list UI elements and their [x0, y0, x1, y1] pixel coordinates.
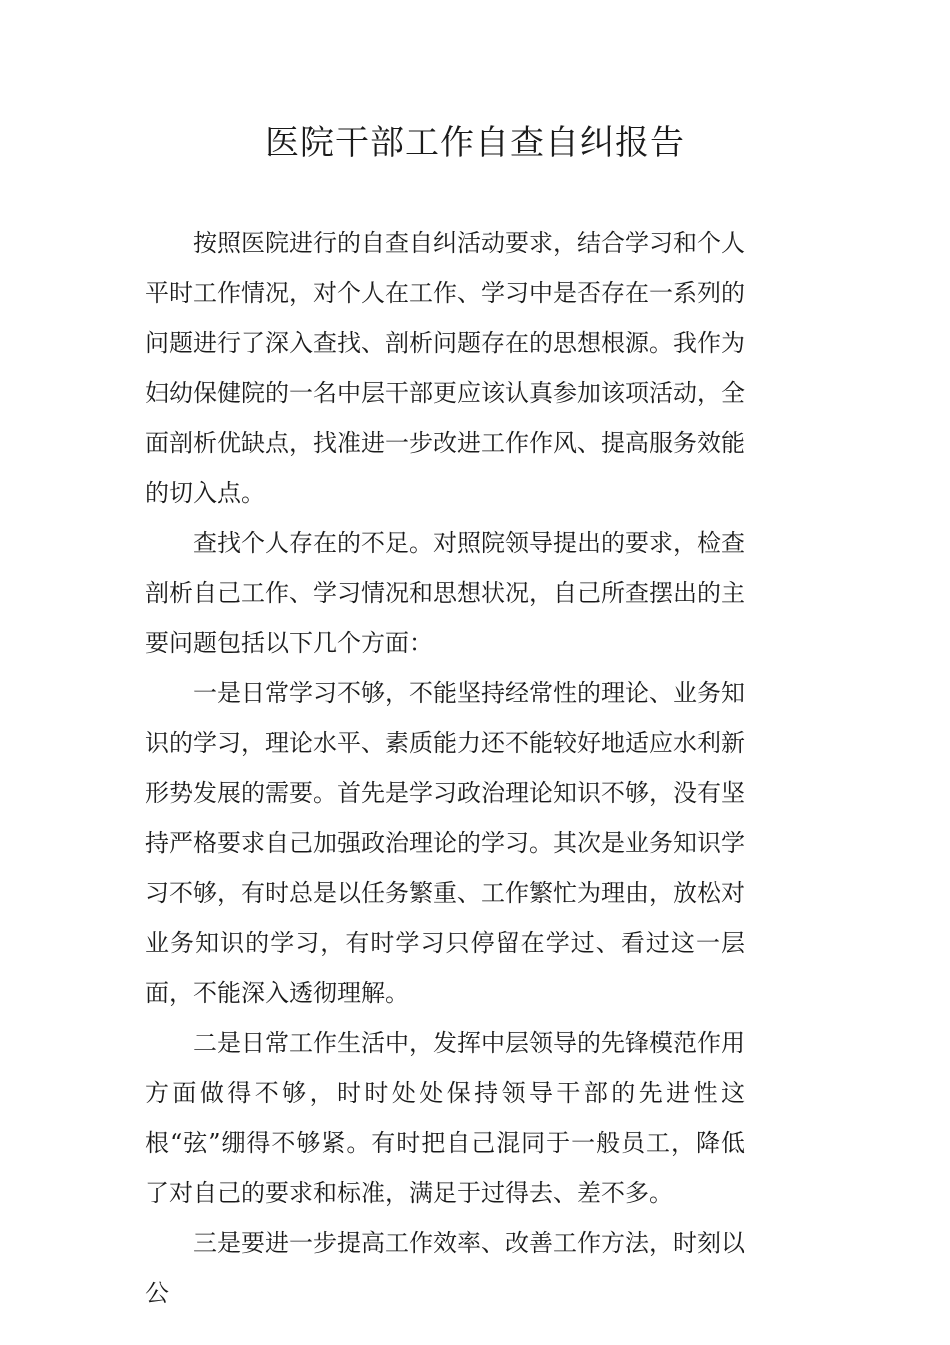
paragraph-point-three: 三是要进一步提高工作效率、改善工作方法，时刻以公: [145, 1229, 745, 1307]
paragraph-point-two: 二是日常工作生活中，发挥中层领导的先锋模范作用方面做得不够，时时处处保持领导干部的先进性这根“弦”绷得不够紧。有时把自己混同于一般员工，降低了对自己的要求和标准，满足于过得去、差不多。: [145, 1029, 745, 1207]
paragraph-shortcomings: 查找个人存在的不足。对照院领导提出的要求，检查剖析自己工作、学习情况和思想状况，自己所查摆出的主要问题包括以下几个方面：: [145, 529, 745, 657]
paragraph-point-one: 一是日常学习不够，不能坚持经常性的理论、业务知识的学习，理论水平、素质能力还不能较好地适应水利新形势发展的需要。首先是学习政治理论知识不够，没有坚持严格要求自己加强政治理论的学习。其次是业务知识学习不够，有时总是以任务繁重、工作繁忙为理由，放松对业务知识的学习，有时学习只停留在学过、看过这一层面，不能深入透彻理解。: [145, 679, 745, 1007]
document-title: 医院干部工作自查自纠报告: [265, 123, 685, 163]
paragraph-intro: 按照医院进行的自查自纠活动要求，结合学习和个人平时工作情况，对个人在工作、学习中是否存在一系列的问题进行了深入查找、剖析问题存在的思想根源。我作为妇幼保健院的一名中层干部更应该认真参加该项活动，全面剖析优缺点，找准进一步改进工作作风、提高服务效能的切入点。: [145, 229, 745, 507]
document-body: [145, 218, 745, 1318]
